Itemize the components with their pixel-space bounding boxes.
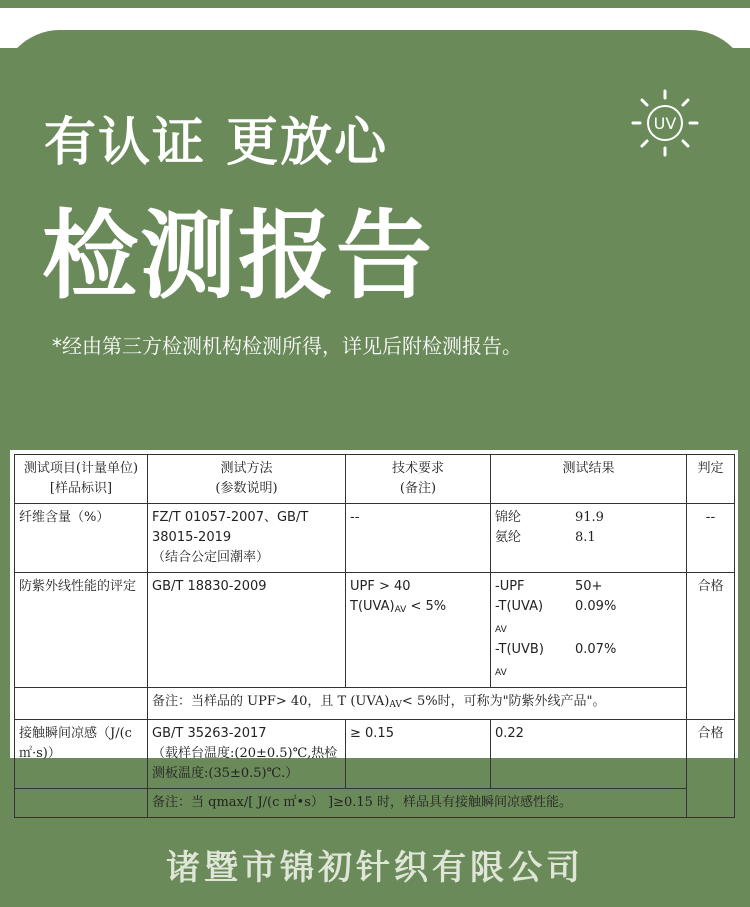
header-item — [15, 455, 148, 504]
row1-method-line2: 38015-2019 — [152, 530, 232, 545]
table-header-row — [15, 455, 735, 504]
row2-req-sub: AV — [394, 605, 407, 615]
row2-res3-sub: AV — [495, 668, 507, 678]
row3-method-line1: GB/T 35263-2017 — [152, 726, 267, 741]
row2-requirement — [346, 573, 491, 688]
row2-note-b: < 5%时，可称为"防紫外线产品"。 — [401, 694, 606, 709]
top-band — [0, 0, 750, 8]
row1-item: 纤维含量（%） — [15, 504, 148, 573]
header-req-line1: 技术要求 — [391, 461, 444, 476]
row2-result — [491, 573, 687, 688]
header-item-line2: [样品标识] — [49, 481, 113, 496]
row2-note-sub: AV — [389, 700, 402, 710]
row1-requirement: -- — [346, 504, 491, 573]
table-row — [15, 573, 735, 688]
row3-note: 备注：当 qmax/[ J/(c ㎡•s） ]≥0.15 时，样品具有接触瞬间凉感性能。 — [148, 789, 687, 818]
row3-method-line2: （载样台温度:(20±0.5)℃,热检 — [152, 746, 338, 761]
header-req-line2: (备注) — [399, 481, 437, 496]
row2-res2-sub: AV — [495, 625, 507, 635]
company-name: 诸暨市锦初针织有限公司 — [166, 848, 584, 888]
test-report-sheet — [10, 450, 738, 810]
row2-verdict: 合格 — [687, 573, 735, 720]
row2-req-line1: UPF > 40 — [350, 579, 411, 594]
table-row — [15, 789, 735, 818]
row3-verdict: 合格 — [687, 720, 735, 818]
header-method-line1: 测试方法 — [220, 461, 273, 476]
row3-item — [15, 720, 148, 789]
row3-note-spacer — [15, 789, 148, 818]
row2-note — [148, 688, 687, 720]
row2-res3-label: -T(UVB) — [495, 642, 544, 657]
row2-res2-label: -T(UVA) — [495, 599, 544, 614]
table-row — [15, 504, 735, 573]
headline-small: 有认证 更放心 — [44, 113, 389, 173]
source-note: *经由第三方检测机构检测所得，详见后附检测报告。 — [52, 334, 522, 358]
row3-method — [148, 720, 346, 789]
header-requirement — [346, 455, 491, 504]
test-report-table — [14, 454, 735, 818]
row1-r2-value: 8.1 — [575, 530, 596, 545]
uv-badge-text: UV — [653, 114, 677, 133]
row2-req-line2b: < 5% — [406, 599, 447, 614]
row2-note-a: 备注：当样品的 UPF> 40，且 T (UVA) — [152, 694, 390, 709]
row2-res2-value: 0.09% — [575, 599, 617, 614]
header-result: 测试结果 — [491, 455, 687, 504]
row1-result — [491, 504, 687, 573]
row1-r2-label: 氨纶 — [495, 530, 522, 545]
header-method — [148, 455, 346, 504]
row2-res1-value: 50+ — [575, 579, 603, 594]
row1-method-line1: FZ/T 01057-2007、GB/T — [152, 510, 309, 525]
table-row — [15, 688, 735, 720]
row3-item-line1: 接触瞬间凉感（J/(c — [19, 726, 132, 741]
row3-result: 0.22 — [491, 720, 687, 789]
row2-req-line2a: T(UVA) — [350, 599, 395, 614]
row2-note-spacer — [15, 688, 148, 720]
table-row — [15, 720, 735, 789]
row1-verdict: -- — [687, 504, 735, 573]
row1-method-line3: （结合公定回潮率） — [152, 550, 270, 565]
headline-large: 检测报告 — [42, 200, 434, 312]
row1-method — [148, 504, 346, 573]
row2-res1-label: -UPF — [495, 579, 525, 594]
row3-item-line2: ㎡·s)） — [19, 746, 61, 761]
row1-r1-label: 锦纶 — [495, 510, 522, 525]
row3-method-line3: 测板温度:(35±0.5)℃.） — [152, 766, 299, 781]
header-item-line1: 测试项目(计量单位) — [23, 461, 139, 476]
header-verdict: 判定 — [687, 455, 735, 504]
row2-item: 防紫外线性能的评定 — [15, 573, 148, 688]
row3-requirement: ≥ 0.15 — [346, 720, 491, 789]
uv-sun-icon — [630, 88, 700, 158]
row2-res3-value: 0.07% — [575, 642, 617, 657]
header-method-line2: (参数说明) — [215, 481, 278, 496]
row1-r1-value: 91.9 — [575, 510, 604, 525]
row2-method: GB/T 18830-2009 — [148, 573, 346, 688]
